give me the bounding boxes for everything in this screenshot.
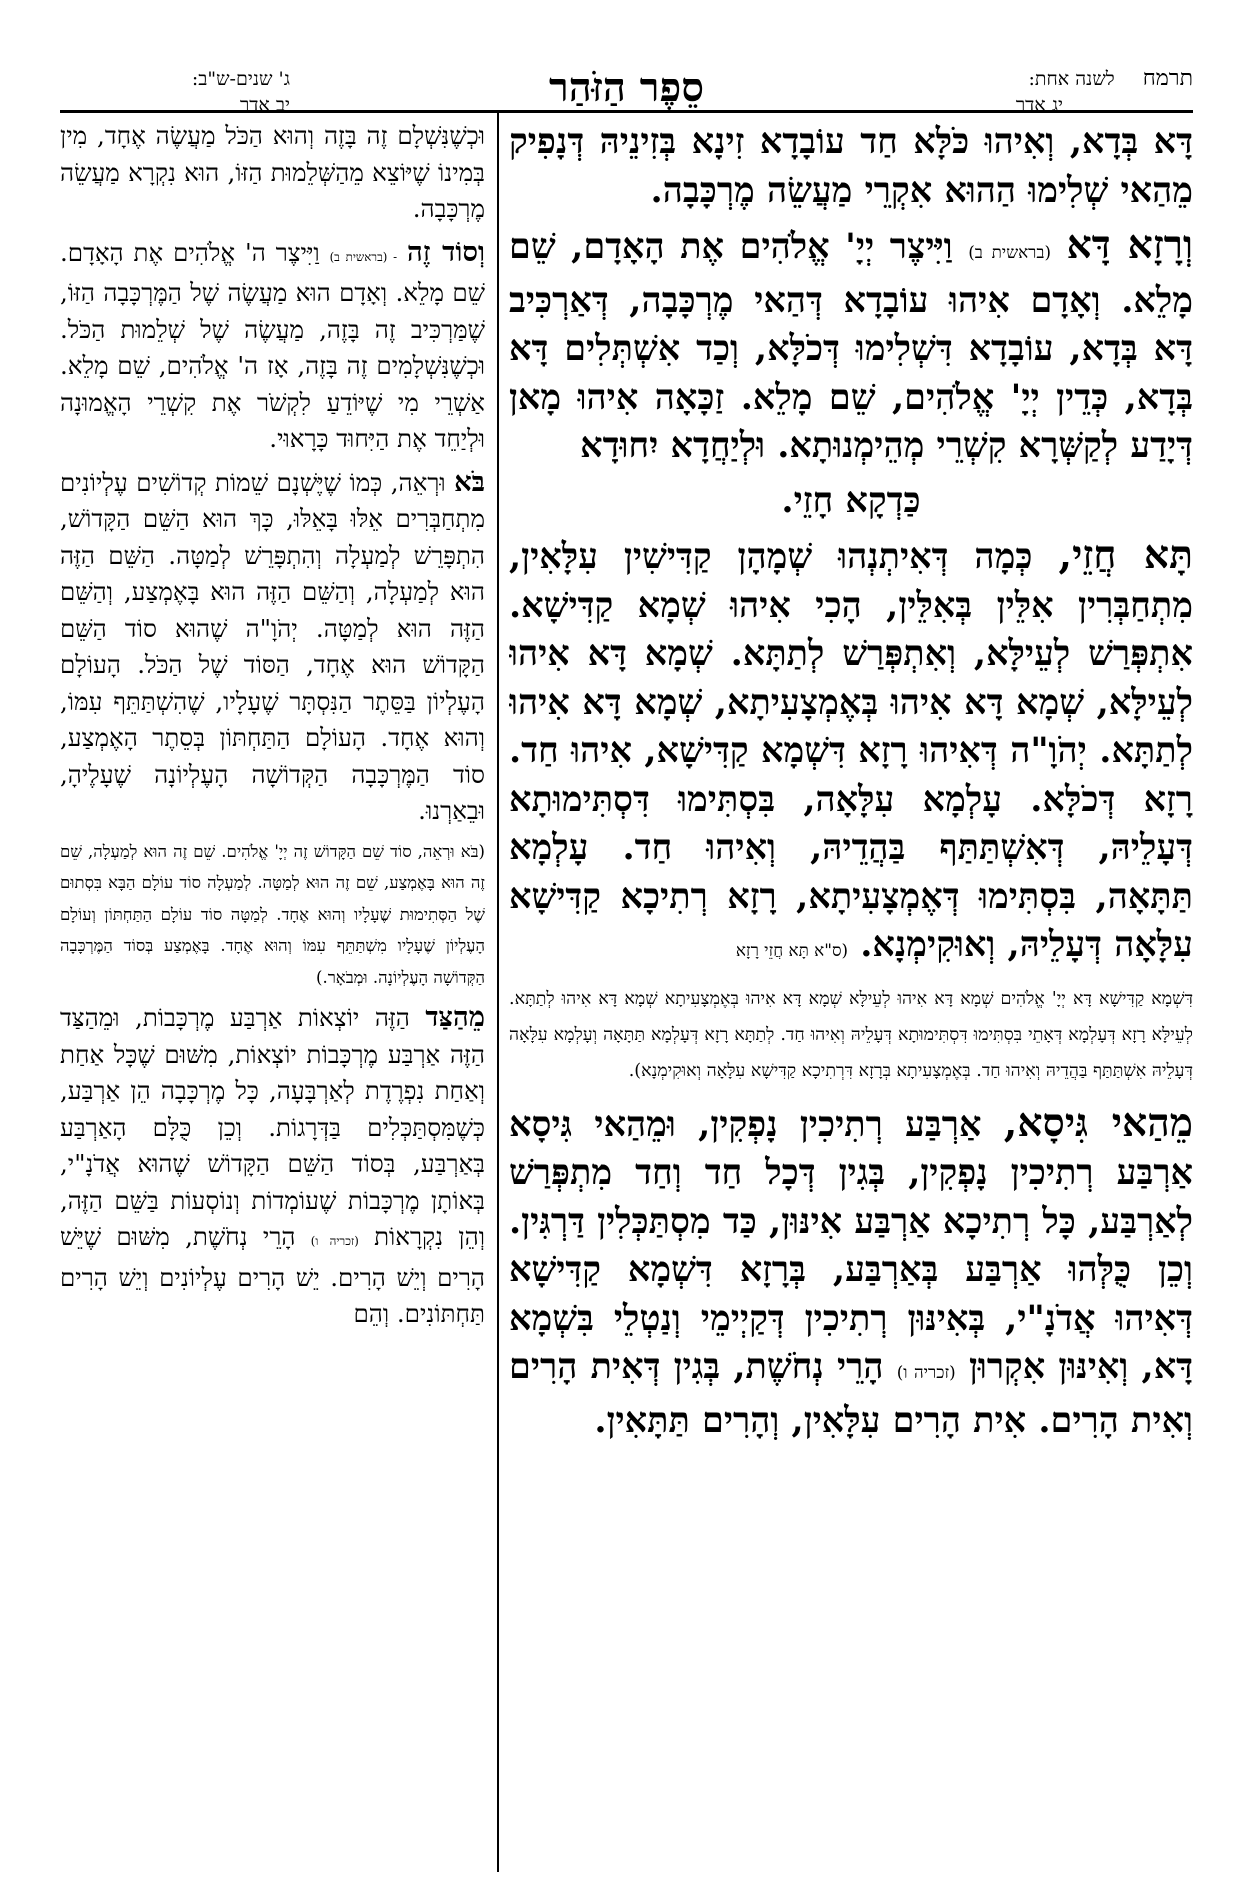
side-paragraph-4: מֵהַצַּד הַזֶּה יוֹצְאוֹת אַרְבַּע מֶרְכָּבוֹת, וּמֵהַצַּד הַזֶּה אַרְבַּע מֶרְכָּבוֹת יוֹצְאוֹת, מִשּׁוּם שֶׁכָּל אַחַת וְאַחַת נִפְרֶדֶת לְאַרְבָּעָה, כָּל מֶרְכָּבָה הֵן אַרְבַּע, כְּשֶׁמִּסְתַּכְּלִים בַּדְּרָגוֹת. וְכֵן כֻּלָּם הָאַרְבַּע בְּאַרְבַּע, בְּסוֹד הַשֵּׁם הַקָּדוֹשׁ שֶׁהוּא אֲדֹנָ"י, בְּאוֹתָן מֶרְכָּבוֹת שֶׁעוֹמְדוֹת וְנוֹסְעוֹת בַּשֵּׁם הַזֶּה, וְהֵן נִקְרָאוֹת (זכריה ו) הָרֵי נְחֹשֶׁת, מִשּׁוּם שֶׁיֵּשׁ הָרִים וְיֵשׁ הָרִים. יֵשׁ הָרִים עֶלְיוֹנִים וְיֵשׁ הָרִים תַּחְתּוֹנִים. וְהֵם [60,1001,485,1328]
main-paragraph-3: תָּא חֲזֵי, כְּמָה דְּאִיתְנְהוּ שְׁמָהָן קַדִּישִׁין עִלָּאִין, מִתְחַבְּרִין אִלֵּין בְּאִלֵּין, הָכִי אִיהוּ שְׁמָא קַדִּישָׁא. אִתְפְּרַשׁ לְעֵילָּא, וְאִתְפְּרַשׁ לְתַתָּא. שְׁמָא דָּא אִיהוּ לְעֵילָּא, שְׁמָא דָּא אִיהוּ בְּאֶמְצָעִיתָא, שְׁמָא דָּא אִיהוּ לְתַתָּא. יְהֹוָ"ה דְּאִיהוּ רָזָא דִּשְׁמָא קַדִּישָׁא, אִיהוּ חַד. רָזָא דְּכֹלָּא. עָלְמָא עִלָּאָה, בִּסְתִּימוּ דִּסְתִּימוּתָא דְּעָלֵיהּ, דְּאִשְׁתַּתַּף בַּהֲדֵיהּ, וְאִיהוּ חַד. עָלְמָא תַּתָּאָה, בִּסְתִּימוּ דְּאֶמְצָעִיתָא, רָזָא רְתִיכָא קַדִּישָׁא עִלָּאָה דְּעָלֵיהּ, וְאוּקִימְנָא. (ס"א תָּא חֲזֵי רָזָא [509,532,1193,965]
book-title: סֵפֶר הַזֹּהַר [549,64,704,111]
verse-reference: (זכריה ו) [310,1234,359,1248]
header-rule [60,110,1193,113]
translation-column [60,118,485,1868]
column-divider [497,112,499,1872]
side-paragraph-1: וּכְשֶׁנִּשְׁלָם זֶה בָּזֶה וְהוּא הַכֹּל מַעֲשֶׂה אֶחָד, מִין בְּמִינוֹ שֶׁיּוֹצֵא מֵהַשְּׁלֵמוּת הַזּוֹ, הוּא נִקְרָא מַעֲשֵׂה מֶרְכָּבָה. [60,121,485,223]
main-paragraph-2: וְרָזָא דָּא (בראשית ב) וַיִּיצֶר יְיָ' אֱלֹהִים אֶת הָאָדָם, שֵׁם מָלֵא. וְאָדָם אִיהוּ עוֹבָדָא דְּהַאי מֶרְכָּבָה, דְּאַרְכִּיב דָּא בְּדָא, עוֹבָדָא דִּשְׁלִימוּ דְּכֹלָּא, וְכַד אִשְׁתְּלִים דָּא בְּדָא, כְּדֵין יְיָ' אֱלֹהִים, שֵׁם מָלֵא. זַכָּאָה אִיהוּ מָאן דְּיָדַע לְקַשְּׁרָא קִשְׁרֵי מְהֵימְנוּתָא. וּלְיַחֲדָא יִחוּדָא [509,222,1193,466]
main-paragraph-1: דָּא בְּדָא, וְאִיהוּ כֹּלָּא חַד עוֹבָדָא זִינָא בְּזִינֵיהּ דְּנָפִיק מֵהַאי שְׁלִימוּ הַהוּא אִקְרֵי מַעֲשֵׂה מֶרְכָּבָה. [509,121,1193,211]
aramaic-column [509,118,1193,1868]
main-lead-word-2: וְרָזָא דָּא [1066,222,1193,268]
side-alt-version-note: (בֹּא וּרְאֵה, סוֹד שֵׁם הַקָּדוֹשׁ זֶה יְיָ' אֱלֹהִים. שֵׁם זֶה הוּא לְמַעְלָה, שֵׁם זֶה הוּא בָּאֶמְצַע, שֵׁם זֶה הוּא לְמַטָּה. לְמַעְלָה סוֹד עוֹלָם הַבָּא בִּסְתוּם שֶׁל הַסְּתִימוּת שֶׁעָלָיו וְהוּא אֶחָד. לְמַטָּה סוֹד עוֹלָם הַתַּחְתּוֹן וְעוֹלָם הָעֶלְיוֹן שֶׁעָלָיו מִשְׁתַּתֵּף עִמּוֹ וְהוּא אֶחָד. בָּאֶמְצַע בְּסוֹד הַמֶּרְכָּבָה הַקְּדוֹשָׁה הָעֶלְיוֹנָה. וּמְבֹאָר.) [60,841,485,987]
left-cycle-label: ג' שנים-ש"ב: [191,68,290,90]
left-date: יב אדר [239,94,290,116]
main-lead-word-4: מֵהַאי גִּיסָא, [1003,1099,1193,1146]
side-paragraph-2: וְסוֹד זֶה - (בראשית ב) וַיִּיצֶר ה' אֱלֹהִים אֶת הָאָדָם. שֵׁם מָלֵא. וְאָדָם הוּא מַעֲשֶׂה שֶׁל הַמֶּרְכָּבָה הַזּוֹ, שֶׁמַּרְכִּיב זֶה בָּזֶה, מַעֲשֶׂה שֶׁל שְׁלֵמוּת הַכֹּל. וּכְשֶׁנִּשְׁלָמִים זֶה בָּזֶה, אָז ה' אֱלֹהִים, שֵׁם מָלֵא. אַשְׁרֵי מִי שֶׁיּוֹדֵעַ לִקְשֹׁר אֶת קִשְׁרֵי הָאֱמוּנָה וּלְיַחֵד אֶת הַיִּחוּד כָּרָאוּי. [60,235,485,453]
side-paragraph-3: בֹּא וּרְאֵה, כְּמוֹ שֶׁיֶּשְׁנָם שֵׁמוֹת קְדוֹשִׁים עֶלְיוֹנִים מִתְחַבְּרִים אֵלּוּ בָּאֵלּוּ, כָּךְ הוּא הַשֵּׁם הַקָּדוֹשׁ, הִתְפָּרֵשׁ לְמַעְלָה וְהִתְפָּרֵשׁ לְמַטָּה. הַשֵּׁם הַזֶּה הוּא לְמַעְלָה, וְהַשֵּׁם הַזֶּה הוּא בָּאֶמְצַע, וְהַשֵּׁם הַזֶּה הוּא לְמַטָּה. יְהֹוָ"ה שֶׁהוּא סוֹד הַשֵּׁם הַקָּדוֹשׁ הוּא אֶחָד, הַסּוֹד שֶׁל הַכֹּל. הָעוֹלָם הָעֶלְיוֹן בַּסֵּתֶר הַנִּסְתָּר שֶׁעָלָיו, שֶׁהִשְׁתַּתֵּף עִמּוֹ, וְהוּא אֶחָד. הָעוֹלָם הַתַּחְתּוֹן בְּסֵתֶר הָאֶמְצַע, סוֹד הַמֶּרְכָּבָה הַקְּדוֹשָׁה הָעֶלְיוֹנָה שֶׁעָלֶיהָ, וּבֵאַרְנוּ. [60,465,485,825]
zohar-page [60,0,1193,1884]
right-cycle-label: לשנה אחת: [1028,68,1115,90]
page-number: תרמח [1142,66,1193,91]
right-date: יג אדר [1015,94,1063,116]
main-paragraph-2-end: כַּדְקָא חָזֵי. [781,479,921,521]
main-lead-word-3: תָּא חֲזֵי, [1058,532,1193,578]
side-lead-word-3: בֹּא [454,465,485,498]
verse-reference: (זכריה ו) [896,1362,956,1382]
main-paragraph-4: מֵהַאי גִּיסָא, אַרְבַּע רְתִיכִין נָפְקִין, וּמֵהַאי גִּיסָא אַרְבַּע רְתִיכִין נָפְקִין, בְּגִין דְּכָל חַד וְחַד מִתְפְּרַשׁ לְאַרְבַּע, כָּל רְתִיכָא אַרְבַּע אִינּוּן, כַּד מִסְתַּכְּלִין דַּרְגִּין. וְכֵן כֻּלְּהוּ אַרְבַּע בְּאַרְבַּע, בְּרָזָא דִּשְׁמָא קַדִּישָׁא דְּאִיהוּ אֲדֹנָ"י, בְּאִינּוּן רְתִיכִין דְּקַיְימֵי וְנַטְלֵי בִּשְׁמָא דָּא, וְאִינּוּן אִקְרוּן (זכריה ו) הָרֵי נְחֹשֶׁת, בְּגִין דְּאִית הָרִים וְאִית הָרִים. אִית הָרִים עִלָּאִין, וְהָרִים תַּתָּאִין. [509,1099,1193,1441]
alt-version-marker: (ס"א תָּא חֲזֵי רָזָא [735,940,849,960]
side-lead-word-2: וְסוֹד זֶה [407,235,485,268]
verse-reference: - (בראשית ב) [329,249,398,264]
side-lead-word-4: מֵהַצַּד [425,1001,485,1033]
alt-version-note: דִּשְׁמָא קַדִּישָׁא דָּא יְיָ' אֱלֹהִים שְׁמָא דָּא אִיהוּ לְעֵילָּא שְׁמָא דָּא אִיהוּ בְּאֶמְצָעִיתָא שְׁמָא דָּא אִיהוּ לְתַתָּא. לְעֵילָּא רָזָא דְּעָלְמָא דְּאָתֵי בִּסְתִּימוּ דִּסְתִּימוּתָא דְּעָלֵיהּ וְאִיהוּ חַד. לְתַתָּא רָזָא דְּעָלְמָא תַּתָּאָה וְעָלְמָא עִלָּאָה דְּעָלֵיהּ אִשְׁתַּתַּף בַּהֲדֵיהּ וְאִיהוּ חַד. בְּאֶמְצָעִיתָא בְּרָזָא דִּרְתִיכָא קַדִּישָׁא עִלָּאָה וְאוּקִימְנָא). [509,988,1193,1081]
verse-reference: (בראשית ב) [968,242,1052,262]
